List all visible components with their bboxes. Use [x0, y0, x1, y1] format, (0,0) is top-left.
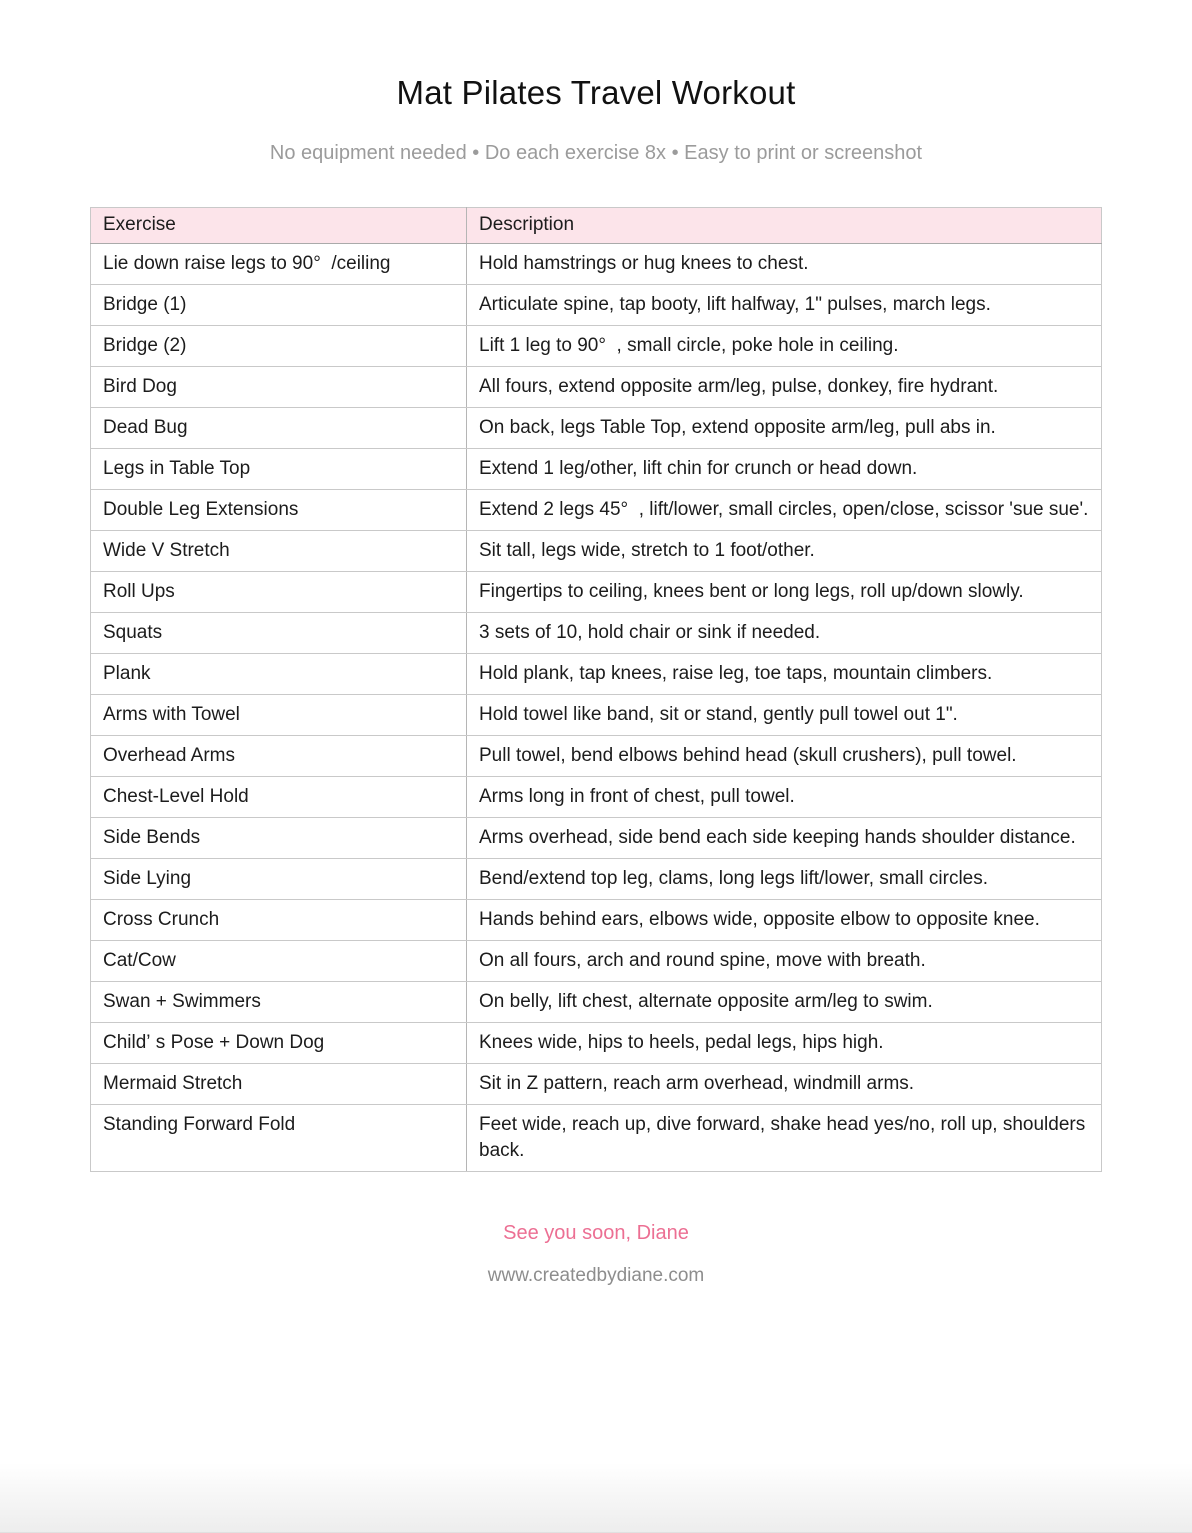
document-page [0, 74, 1192, 1533]
description-cell: Extend 2 legs 45° , lift/lower, small circles, open/close, scissor 'sue sue'. [467, 490, 1102, 531]
table-row [91, 572, 1102, 613]
description-cell: Hold towel like band, sit or stand, gently pull towel out 1". [467, 695, 1102, 736]
exercise-cell: Cross Crunch [91, 900, 467, 941]
exercise-cell: Overhead Arms [91, 736, 467, 777]
description-cell: Extend 1 leg/other, lift chin for crunch or head down. [467, 449, 1102, 490]
table-row [91, 736, 1102, 777]
exercise-cell: Double Leg Extensions [91, 490, 467, 531]
table-row [91, 859, 1102, 900]
description-cell: Arms overhead, side bend each side keeping hands shoulder distance. [467, 818, 1102, 859]
description-cell: Fingertips to ceiling, knees bent or long legs, roll up/down slowly. [467, 572, 1102, 613]
table-row [91, 1064, 1102, 1105]
table-row [91, 531, 1102, 572]
exercise-cell: Plank [91, 654, 467, 695]
description-cell: Lift 1 leg to 90° , small circle, poke hole in ceiling. [467, 326, 1102, 367]
exercise-cell: Standing Forward Fold [91, 1105, 467, 1172]
description-cell: On all fours, arch and round spine, move with breath. [467, 941, 1102, 982]
description-cell: Pull towel, bend elbows behind head (skull crushers), pull towel. [467, 736, 1102, 777]
description-cell: Arms long in front of chest, pull towel. [467, 777, 1102, 818]
table-row [91, 941, 1102, 982]
exercise-cell: Swan + Swimmers [91, 982, 467, 1023]
exercise-cell: Mermaid Stretch [91, 1064, 467, 1105]
exercise-cell: Lie down raise legs to 90° /ceiling [91, 244, 467, 285]
table-row [91, 613, 1102, 654]
sign-off-text: See you soon, Diane [503, 1222, 689, 1244]
description-cell: Knees wide, hips to heels, pedal legs, hips high. [467, 1023, 1102, 1064]
table-row [91, 285, 1102, 326]
description-cell: All fours, extend opposite arm/leg, pulse, donkey, fire hydrant. [467, 367, 1102, 408]
exercise-cell: Legs in Table Top [91, 449, 467, 490]
description-cell: 3 sets of 10, hold chair or sink if needed. [467, 613, 1102, 654]
table-row [91, 490, 1102, 531]
table-row [91, 244, 1102, 285]
description-cell: Articulate spine, tap booty, lift halfway, 1" pulses, march legs. [467, 285, 1102, 326]
table-row [91, 1023, 1102, 1064]
exercise-cell: Dead Bug [91, 408, 467, 449]
exercise-cell: Roll Ups [91, 572, 467, 613]
exercise-cell: Wide V Stretch [91, 531, 467, 572]
exercise-cell: Cat/Cow [91, 941, 467, 982]
exercise-cell: Squats [91, 613, 467, 654]
description-cell: On back, legs Table Top, extend opposite arm/leg, pull abs in. [467, 408, 1102, 449]
column-header-exercise: Exercise [91, 208, 467, 244]
table-row [91, 818, 1102, 859]
page-subtitle: No equipment needed • Do each exercise 8x • Easy to print or screenshot [269, 142, 923, 164]
table-row [91, 326, 1102, 367]
exercise-cell: Side Lying [91, 859, 467, 900]
exercise-table-body [91, 244, 1102, 1172]
table-row [91, 449, 1102, 490]
exercise-cell: Side Bends [91, 818, 467, 859]
exercise-cell: Bridge (2) [91, 326, 467, 367]
table-row [91, 408, 1102, 449]
table-row [91, 982, 1102, 1023]
website-url: www.createdbydiane.com [487, 1265, 705, 1286]
table-row [91, 367, 1102, 408]
table-header-row [91, 208, 1102, 244]
description-cell: Feet wide, reach up, dive forward, shake head yes/no, roll up, shoulders back. [467, 1105, 1102, 1172]
exercise-cell: Bird Dog [91, 367, 467, 408]
exercise-table [90, 207, 1102, 1172]
description-cell: Sit tall, legs wide, stretch to 1 foot/other. [467, 531, 1102, 572]
description-cell: Hold plank, tap knees, raise leg, toe taps, mountain climbers. [467, 654, 1102, 695]
description-cell: Bend/extend top leg, clams, long legs lift/lower, small circles. [467, 859, 1102, 900]
exercise-cell: Arms with Towel [91, 695, 467, 736]
table-row [91, 900, 1102, 941]
column-header-description: Description [467, 208, 1102, 244]
exercise-cell: Chest-Level Hold [91, 777, 467, 818]
description-cell: Hands behind ears, elbows wide, opposite elbow to opposite knee. [467, 900, 1102, 941]
description-cell: Sit in Z pattern, reach arm overhead, windmill arms. [467, 1064, 1102, 1105]
page-title: Mat Pilates Travel Workout [396, 74, 796, 111]
table-row [91, 777, 1102, 818]
exercise-cell: Bridge (1) [91, 285, 467, 326]
table-row [91, 695, 1102, 736]
table-row [91, 1105, 1102, 1172]
page-bottom-fade [0, 1463, 1192, 1533]
description-cell: Hold hamstrings or hug knees to chest. [467, 244, 1102, 285]
description-cell: On belly, lift chest, alternate opposite arm/leg to swim. [467, 982, 1102, 1023]
table-row [91, 654, 1102, 695]
exercise-cell: Child’ s Pose + Down Dog [91, 1023, 467, 1064]
